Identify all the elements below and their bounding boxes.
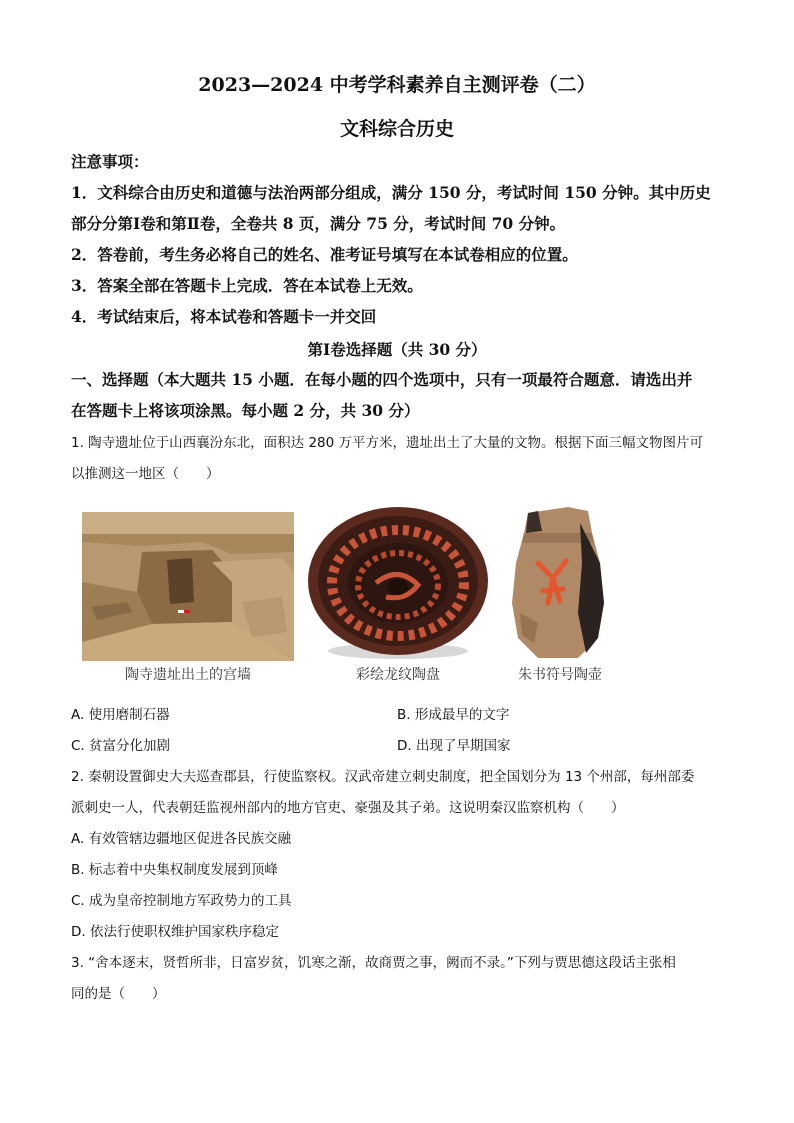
note-2: 2．答卷前，考生务必将自己的姓名、准考证号填写在本试卷相应的位置。: [71, 245, 578, 264]
q1-option-a[interactable]: A. 使用磨制石器: [71, 707, 170, 723]
pottery-flask-photo: [508, 503, 608, 663]
q2-option-a[interactable]: A. 有效管辖边疆地区促进各民族交融: [71, 831, 292, 847]
exam-subtitle: 文科综合历史: [339, 118, 454, 140]
q1-stem-a: 1. 陶寺遗址位于山西襄汾东北，面积达 280 万平方米，遗址出土了大量的文物。根据下面三幅文物图片可: [71, 435, 704, 451]
note-4: 4．考试结束后，将本试卷和答题卡一并交回: [71, 307, 377, 326]
q1-option-c[interactable]: C. 贫富分化加剧: [71, 738, 171, 754]
q3-stem-b: 同的是（ ）: [71, 986, 166, 1002]
caption-pottery-flask: 朱书符号陶壶: [518, 667, 602, 683]
notes-heading: 注意事项：: [71, 152, 149, 171]
q2-option-d[interactable]: D. 依法行使职权维护国家秩序稳定: [71, 924, 279, 940]
q2-stem-a: 2. 秦朝设置御史大夫巡查郡县，行使监察权。汉武帝建立刺史制度，把全国划分为 13 个州部，每州部委: [71, 769, 695, 785]
caption-dragon-plate: 彩绘龙纹陶盘: [356, 667, 440, 683]
q2-option-c[interactable]: C. 成为皇帝控制地方军政势力的工具: [71, 893, 292, 909]
q2-option-b[interactable]: B. 标志着中央集权制度发展到顶峰: [71, 862, 278, 878]
q1-option-d[interactable]: D. 出现了早期国家: [397, 738, 511, 754]
section-heading-a: 一、选择题（本大题共 15 小题．在每小题的四个选项中，只有一项最符合题意．请选出并: [71, 370, 693, 389]
caption-palace-wall: 陶寺遗址出土的宫墙: [125, 667, 251, 683]
part1-heading: 第Ⅰ卷选择题（共 30 分）: [307, 340, 487, 359]
note-3: 3．答案全部在答题卡上完成．答在本试卷上无效。: [71, 276, 423, 295]
note-1a: 1．文科综合由历史和道德与法治两部分组成，满分 150 分，考试时间 150 分钟。其中历史: [71, 183, 711, 202]
exam-title: 2023—2024 中考学科素养自主测评卷（二）: [198, 74, 596, 96]
palace-wall-photo: [82, 512, 294, 661]
dragon-plate-photo: [306, 505, 490, 663]
section-heading-b: 在答题卡上将该项涂黑。每小题 2 分，共 30 分）: [71, 401, 420, 420]
q1-option-b[interactable]: B. 形成最早的文字: [397, 707, 510, 723]
q3-stem-a: 3. “舍本逐末，贤哲所非，日富岁贫，饥寒之渐，故商贾之事，阙而不录。”下列与贾思德这段话主张相: [71, 955, 676, 971]
q1-stem-b: 以推测这一地区（ ）: [71, 466, 220, 482]
q2-stem-b: 派刺史一人，代表朝廷监视州部内的地方官吏、豪强及其子弟。这说明秦汉监察机构（ ）: [71, 800, 625, 816]
note-1b: 部分分第Ⅰ卷和第Ⅱ卷，全卷共 8 页，满分 75 分，考试时间 70 分钟。: [71, 214, 566, 233]
